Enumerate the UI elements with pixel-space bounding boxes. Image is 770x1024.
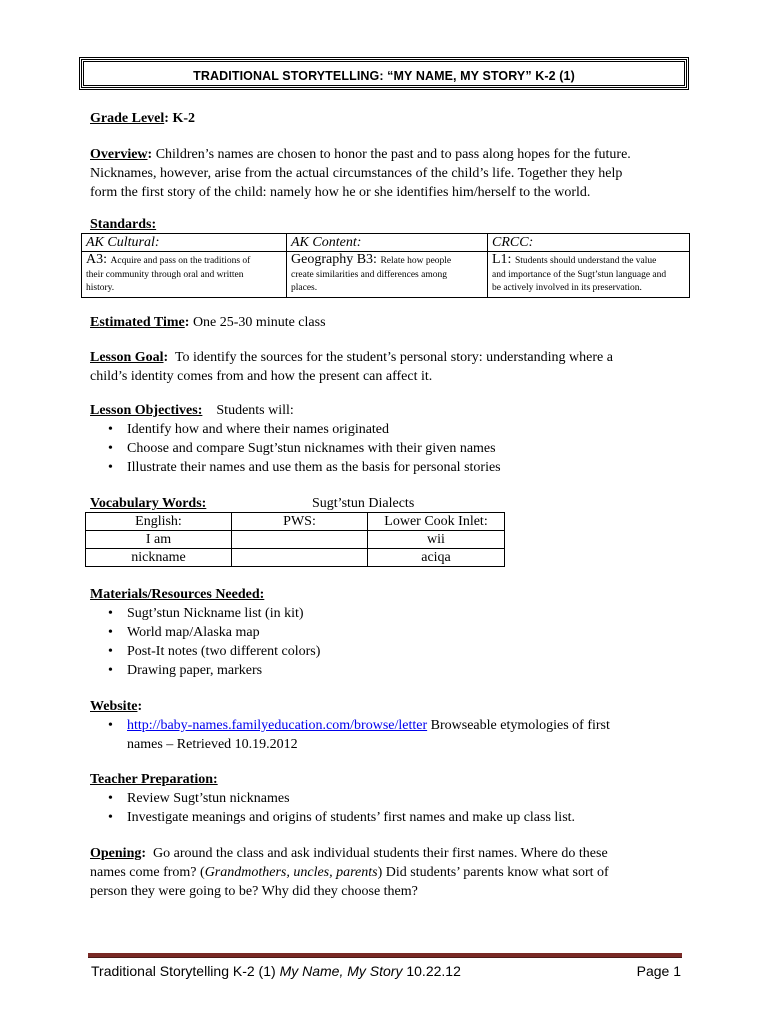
standards-header-content: AK Content:	[287, 234, 488, 252]
overview-label: Overview	[90, 147, 148, 162]
teacher-prep-list	[81, 789, 690, 827]
vocabulary-header-row	[86, 513, 505, 531]
overview-line-2: Nicknames, however, arise from the actual circumstances of the child’s life. Together they help	[90, 166, 623, 181]
grade-level-label: Grade Level	[90, 111, 165, 126]
list-item: • Illustrate their names and use them as the basis for personal stories	[81, 458, 690, 477]
standards-cell-cultural: A3: Acquire and pass on the traditions of their community through oral and written history.	[82, 252, 287, 298]
etymology-link[interactable]: http://baby-names.familyeducation.com/browse/letter	[127, 718, 428, 733]
lesson-goal-line-2: child’s identity comes from and how the present can affect it.	[90, 369, 433, 384]
list-item: • Choose and compare Sugt’stun nicknames with their given names	[81, 439, 690, 458]
lesson-goal-section: Lesson Goal: To identify the sources for the student’s personal story: understanding where a child’s identity comes from and how the present can affect it.	[90, 348, 690, 386]
opening-section: Opening: Go around the class and ask individual students their first names. Where do these names come from? (Grandmothers, uncles, parents) Did students’ parents know what sort of person they were going to be? Why did they choose them?	[90, 846, 609, 899]
vocabulary-label: Vocabulary Words:	[90, 496, 207, 511]
overview-line-1: Children’s names are chosen to honor the past and to pass along hopes for the future.	[155, 147, 631, 162]
list-item: • Drawing paper, markers	[81, 661, 690, 680]
vocab-header-lci: Lower Cook Inlet:	[368, 513, 505, 531]
overview-line-3: form the first story of the child: namely how he or she identifies him/herself to the world.	[90, 185, 591, 200]
overview-section: Overview: Children’s names are chosen to honor the past and to pass along hopes for the future. Nicknames, however, arise from the actual circumstances of the child’s life. Together they help form the first story of the child: namely how he or she identifies him/herself to the world.	[90, 145, 690, 202]
standards-body-row	[82, 252, 690, 298]
list-item: • Post-It notes (two different colors)	[81, 642, 690, 661]
lesson-objectives-list	[81, 420, 690, 477]
title-box	[81, 59, 687, 88]
dialects-heading: Sugt’stun Dialects	[312, 496, 415, 511]
page-title: TRADITIONAL STORYTELLING: “MY NAME, MY STORY” K-2 (1)	[193, 69, 575, 83]
list-item: • Identify how and where their names originated	[81, 420, 690, 439]
list-item: • Investigate meanings and origins of students’ first names and make up class list.	[81, 808, 690, 827]
standards-header-row	[82, 234, 690, 252]
vocabulary-label-row	[90, 494, 690, 513]
standards-table	[81, 233, 690, 298]
materials-label: Materials/Resources Needed:	[90, 587, 265, 602]
standards-header-crcc: CRCC:	[488, 234, 690, 252]
vocab-header-english: English:	[86, 513, 232, 531]
list-item: • Review Sugt’stun nicknames	[81, 789, 690, 808]
table-row: I am wii	[86, 531, 505, 549]
standards-label: Standards:	[90, 217, 157, 232]
list-item: • World map/Alaska map	[81, 623, 690, 642]
footer-rule	[88, 953, 682, 958]
grade-level-value: K-2	[172, 111, 195, 126]
opening-label: Opening	[90, 846, 142, 861]
lesson-goal-line-1: To identify the sources for the student’s personal story: understanding where a	[174, 350, 613, 365]
table-row: nickname aciqa	[86, 549, 505, 567]
list-item: • Sugt’stun Nickname list (in kit)	[81, 604, 690, 623]
teacher-prep-label: Teacher Preparation:	[90, 772, 218, 787]
lesson-goal-label: Lesson Goal	[90, 350, 164, 365]
vocab-header-pws: PWS:	[232, 513, 368, 531]
standards-cell-content: Geography B3: Relate how people create similarities and differences among places.	[287, 252, 488, 298]
lesson-objectives-label: Lesson Objectives:	[90, 403, 203, 418]
vocabulary-table	[85, 512, 505, 567]
materials-section	[90, 585, 690, 680]
materials-list	[81, 604, 690, 680]
website-section: Website: • http://baby-names.familyeducation.com/browse/letter Browseable etymologies of first names – Retrieved 10.19.2012	[90, 697, 690, 754]
estimated-time-label: Estimated Time	[90, 315, 185, 330]
list-item: • http://baby-names.familyeducation.com/browse/letter Browseable etymologies of first names – Retrieved 10.19.2012	[81, 716, 690, 754]
estimated-time-value: One 25-30 minute class	[192, 315, 326, 330]
page-number: Page 1	[636, 963, 681, 979]
estimated-time-section: Estimated Time: One 25-30 minute class	[90, 315, 326, 330]
standards-header-cultural: AK Cultural:	[82, 234, 287, 252]
website-label: Website	[90, 699, 138, 714]
grade-level-section: Grade Level: K-2	[90, 111, 195, 126]
teacher-prep-section	[90, 770, 690, 827]
standards-cell-crcc: L1: Students should understand the value and importance of the Sugt’stun language and be actively involved in its preservation.	[488, 252, 690, 298]
lesson-objectives-section	[90, 401, 690, 477]
lesson-objectives-intro: Students will:	[216, 403, 294, 418]
footer-title: Traditional Storytelling K-2 (1) My Name, My Story 10.22.12	[91, 963, 461, 979]
